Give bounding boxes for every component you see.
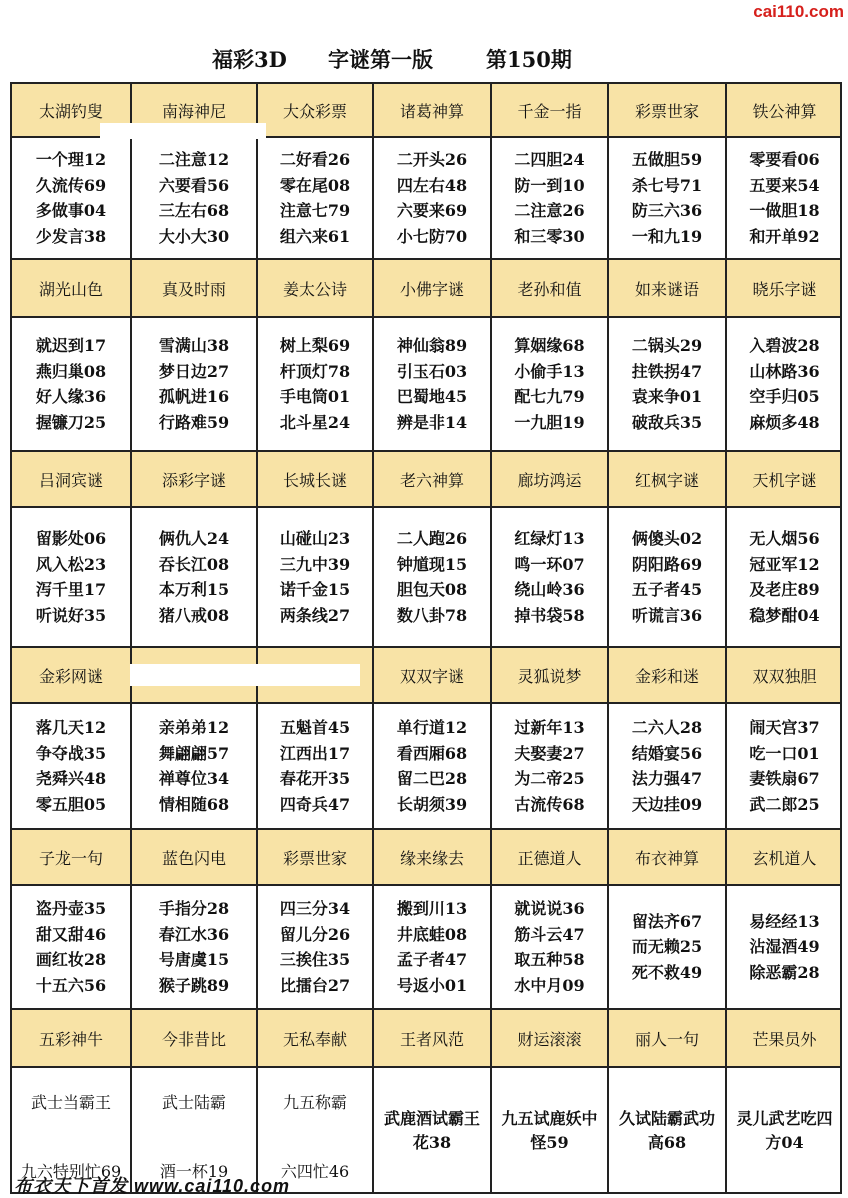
grid-row-line	[10, 828, 842, 830]
riddle-line: 一和九19	[631, 226, 703, 246]
riddle-line: 组六来61	[279, 226, 351, 246]
riddle-line: 和开单92	[749, 226, 820, 246]
riddle-cell	[132, 508, 256, 646]
riddle-line: 树上梨69	[279, 336, 351, 355]
riddle-line: 久试陆霸武功高68	[618, 1109, 715, 1152]
riddle-cell	[12, 704, 130, 828]
riddle-line: 落几天12	[35, 718, 107, 737]
riddle-cell	[12, 886, 130, 1008]
column-header: 无私奉献	[258, 1010, 372, 1066]
riddle-line: 结婚宴56	[631, 743, 703, 763]
riddle-cell	[258, 886, 372, 1008]
riddle-line: 入碧波28	[749, 336, 820, 355]
column-header: 玄机道人	[727, 830, 842, 884]
riddle-line: 数八卦78	[396, 605, 468, 625]
column-header: 金彩和迷	[609, 648, 725, 702]
riddle-line: 二四胆24	[514, 150, 585, 169]
riddle-line: 三九中39	[279, 554, 351, 574]
column-header: 老六神算	[374, 452, 490, 506]
riddle-cell	[609, 886, 725, 1008]
column-header: 彩票世家	[258, 830, 372, 884]
grid-row-line	[10, 258, 842, 260]
riddle-cell	[258, 704, 372, 828]
riddle-line: 零在尾08	[279, 175, 351, 195]
riddle-line: 五要来54	[749, 175, 820, 195]
column-header: 湖光山色	[12, 260, 130, 316]
grid-col-line	[607, 82, 609, 1194]
riddle-line: 少发言38	[35, 226, 107, 246]
riddle-line: 猴子跳89	[158, 975, 230, 995]
riddle-cell	[727, 1068, 842, 1194]
riddle-cell	[258, 508, 372, 646]
column-header: 金彩网谜	[12, 648, 130, 702]
riddle-line: 江西出17	[279, 743, 351, 763]
riddle-line: 过新年13	[514, 718, 585, 737]
riddle-line: 为二帝25	[514, 769, 585, 788]
riddle-line: 舞翩翩57	[158, 743, 230, 763]
riddle-line: 二注意12	[158, 150, 230, 169]
riddle-line: 禅尊位34	[158, 769, 230, 788]
riddle-line: 十五六56	[35, 975, 107, 995]
riddle-line: 猪八戒08	[158, 605, 230, 625]
riddle-line: 破敌兵35	[631, 412, 703, 432]
riddle-cell	[132, 886, 256, 1008]
riddle-cell	[727, 318, 842, 450]
riddle-line: 注意七79	[279, 201, 351, 220]
riddle-line: 二人跑26	[396, 529, 468, 548]
grid-col-line	[840, 82, 842, 1194]
footer-watermark: 布衣天下首发 www.cai110.com	[14, 1176, 291, 1196]
riddle-line: 手指分28	[158, 899, 230, 918]
column-header: 长城长谜	[258, 452, 372, 506]
riddle-line: 比擂台27	[279, 975, 351, 995]
riddle-line: 冠亚军12	[749, 554, 820, 574]
riddle-cell	[492, 318, 607, 450]
column-header: 双双字谜	[374, 648, 490, 702]
riddle-line: 法力强47	[631, 769, 703, 788]
riddle-line: 武士当霸王	[30, 1093, 111, 1112]
riddle-line: 俩仇人24	[158, 529, 230, 548]
riddle-line: 防一到10	[514, 175, 585, 195]
grid-row-line	[10, 646, 842, 648]
riddle-line: 一九胆19	[514, 412, 585, 432]
riddle-cell	[132, 704, 256, 828]
riddle-line: 稳梦酣04	[749, 605, 820, 625]
riddle-line: 孟子者47	[396, 950, 468, 969]
riddle-cell	[492, 886, 607, 1008]
riddle-line: 大小大30	[158, 226, 230, 246]
riddle-line: 天边挂09	[631, 794, 703, 814]
riddle-line: 留法齐67	[631, 911, 703, 931]
riddle-line: 梦日边27	[158, 361, 230, 381]
riddle-line: 六四忙46	[280, 1161, 350, 1181]
riddle-line: 就迟到17	[35, 336, 107, 355]
riddle-line: 搬到川13	[396, 899, 468, 918]
riddle-line: 看西厢68	[396, 743, 468, 763]
riddle-line: 春花开35	[279, 769, 351, 788]
title-issue: 第150期	[486, 47, 572, 72]
riddle-cell	[258, 138, 372, 258]
riddle-line: 胆包天08	[396, 580, 468, 599]
title-edition: 字谜第一版	[328, 47, 433, 72]
riddle-line: 好人缘36	[35, 387, 107, 406]
column-header: 诸葛神算	[374, 84, 490, 136]
riddle-line: 古流传68	[514, 794, 585, 814]
grid-col-line	[490, 82, 492, 1194]
riddle-line: 三挨住35	[279, 950, 351, 969]
grid-row-line	[10, 1066, 842, 1068]
column-header: 太湖钓叟	[12, 84, 130, 136]
riddle-line: 小七防70	[396, 226, 468, 246]
riddle-line: 巴蜀地45	[396, 387, 468, 406]
riddle-line: 吞长江08	[158, 554, 230, 574]
riddle-line: 配七九79	[514, 387, 585, 406]
riddle-cell	[374, 886, 490, 1008]
riddle-line: 久流传69	[35, 175, 107, 195]
column-header: 灵狐说梦	[492, 648, 607, 702]
column-header: 芒果员外	[727, 1010, 842, 1066]
riddle-line: 易经经13	[749, 911, 820, 931]
riddle-line: 闹天宫37	[749, 718, 820, 737]
riddle-line: 本万利15	[158, 580, 230, 599]
riddle-line: 雪满山38	[158, 336, 230, 355]
riddle-cell	[374, 508, 490, 646]
riddle-line: 零要看06	[749, 150, 820, 169]
column-header: 子龙一句	[12, 830, 130, 884]
riddle-line: 山林路36	[749, 361, 820, 381]
riddle-line: 武二郎25	[749, 794, 820, 814]
riddle-line: 单行道12	[396, 718, 468, 737]
grid-col-line	[130, 82, 132, 1194]
riddle-line: 神仙翁89	[396, 336, 468, 355]
riddle-line: 沾湿酒49	[749, 937, 820, 957]
riddle-line: 绕山岭36	[514, 580, 585, 599]
riddle-line: 号唐虞15	[158, 950, 230, 969]
riddle-cell	[492, 704, 607, 828]
riddle-line: 二锅头29	[631, 336, 703, 355]
riddle-cell	[727, 704, 842, 828]
column-header: 财运滚滚	[492, 1010, 607, 1066]
grid-row-line	[10, 884, 842, 886]
riddle-line: 盗丹壶35	[35, 899, 107, 918]
column-header: 丽人一句	[609, 1010, 725, 1066]
riddle-line: 留影处06	[35, 529, 107, 548]
riddle-cell	[12, 508, 130, 646]
riddle-line: 尧舜兴48	[35, 769, 107, 788]
riddle-line: 酒一杯19	[159, 1161, 229, 1181]
riddle-cell	[374, 704, 490, 828]
riddle-line: 九六特别忙69	[20, 1161, 122, 1181]
riddle-line: 一个理12	[35, 150, 107, 169]
riddle-line: 四奇兵47	[279, 794, 351, 814]
brand-logo-text: cai110.com	[753, 2, 844, 21]
riddle-line: 二六人28	[631, 718, 703, 737]
column-header: 五彩神牛	[12, 1010, 130, 1066]
riddle-line: 九五试鹿妖中怪59	[501, 1109, 598, 1152]
riddle-line: 掉书袋58	[514, 605, 585, 625]
column-header: 缘来缘去	[374, 830, 490, 884]
riddle-line: 诺千金15	[279, 580, 351, 599]
riddle-line: 北斗星24	[279, 412, 351, 432]
riddle-cell	[609, 318, 725, 450]
column-header: 王者风范	[374, 1010, 490, 1066]
grid-row-line	[10, 82, 842, 84]
riddle-line: 麻烦多48	[749, 412, 820, 432]
riddle-line: 握镰刀25	[35, 412, 107, 432]
riddle-line: 零五胆05	[35, 794, 107, 814]
riddle-cell	[609, 508, 725, 646]
riddle-line: 小偷手13	[514, 361, 585, 381]
grid-col-line	[372, 82, 374, 1194]
column-header: 吕洞宾谜	[12, 452, 130, 506]
riddle-cell	[609, 1068, 725, 1194]
riddle-line: 阴阳路69	[631, 554, 703, 574]
column-header: 廊坊鸿运	[492, 452, 607, 506]
riddle-line: 留二巴28	[396, 769, 468, 788]
grid-col-line	[10, 82, 12, 1194]
riddle-line: 俩傻头02	[631, 529, 703, 548]
riddle-line: 甜又甜46	[35, 924, 107, 944]
riddle-line: 行路难59	[158, 412, 230, 432]
grid-row-line	[10, 316, 842, 318]
riddle-line: 多做事04	[35, 201, 107, 220]
riddle-line: 五做胆59	[631, 150, 703, 169]
riddle-line: 六要来69	[396, 201, 468, 220]
riddle-line: 泻千里17	[35, 580, 107, 599]
riddle-line: 三左右68	[158, 201, 230, 220]
riddle-line: 亲弟弟12	[158, 718, 230, 737]
riddle-grid	[10, 82, 842, 1194]
riddle-line: 死不救49	[631, 962, 703, 982]
riddle-cell	[492, 508, 607, 646]
riddle-line: 二注意26	[514, 201, 585, 220]
grid-row-line	[10, 450, 842, 452]
riddle-line: 和三零30	[514, 226, 585, 246]
riddle-line: 二好看26	[279, 150, 351, 169]
riddle-line: 四三分34	[279, 899, 351, 918]
riddle-line: 武士陆霸	[161, 1093, 226, 1112]
riddle-line: 井底蛙08	[396, 924, 468, 944]
riddle-line: 防三六36	[631, 201, 703, 220]
column-header: 红枫字谜	[609, 452, 725, 506]
column-header: 晓乐字谜	[727, 260, 842, 316]
riddle-line: 就说说36	[514, 899, 585, 918]
riddle-line: 引玉石03	[396, 361, 468, 381]
riddle-line: 筋斗云47	[514, 924, 585, 944]
riddle-line: 妻铁扇67	[749, 769, 820, 788]
redaction-mask	[130, 664, 260, 686]
riddle-cell	[374, 138, 490, 258]
title-product: 福彩3D	[212, 47, 287, 72]
riddle-line: 四左右48	[396, 175, 468, 195]
riddle-line: 风入松23	[35, 554, 107, 574]
riddle-line: 鸣一环07	[514, 554, 585, 574]
column-header: 铁公神算	[727, 84, 842, 136]
riddle-line: 手电筒01	[279, 387, 351, 406]
riddle-line: 九五称霸	[282, 1093, 347, 1112]
riddle-cell	[492, 1068, 607, 1194]
column-header: 南海神尼	[132, 84, 256, 136]
riddle-line: 武鹿酒试霸王花38	[383, 1109, 480, 1152]
column-header: 天机字谜	[727, 452, 842, 506]
riddle-line: 空手归05	[749, 387, 820, 406]
riddle-line: 算姻缘68	[514, 336, 585, 355]
riddle-line: 钟馗现15	[396, 554, 468, 574]
grid-col-line	[725, 82, 727, 1194]
riddle-line: 拄铁拐47	[631, 361, 703, 381]
riddle-cell	[609, 138, 725, 258]
riddle-cell	[258, 318, 372, 450]
riddle-line: 五魁首45	[279, 718, 351, 737]
riddle-line: 春江水36	[158, 924, 230, 944]
riddle-line: 吃一口01	[749, 743, 820, 763]
riddle-line: 画红妆28	[35, 950, 107, 969]
grid-col-line	[256, 82, 258, 1194]
riddle-line: 燕归巢08	[35, 361, 107, 381]
riddle-line: 六要看56	[158, 175, 230, 195]
riddle-line: 杆顶灯78	[279, 361, 351, 381]
column-header: 彩票世家	[609, 84, 725, 136]
grid-row-line	[10, 702, 842, 704]
column-header: 大众彩票	[258, 84, 372, 136]
riddle-line: 二开头26	[396, 150, 468, 169]
grid-row-line	[10, 506, 842, 508]
riddle-line: 听谎言36	[631, 605, 703, 625]
riddle-line: 长胡须39	[396, 794, 468, 814]
column-header: 千金一指	[492, 84, 607, 136]
riddle-cell	[727, 508, 842, 646]
riddle-cell	[374, 318, 490, 450]
riddle-line: 水中月09	[514, 975, 585, 995]
riddle-cell	[132, 318, 256, 450]
riddle-line: 及老庄89	[749, 580, 820, 599]
column-header: 小佛字谜	[374, 260, 490, 316]
riddle-line: 山碰山23	[279, 529, 351, 548]
column-header: 今非昔比	[132, 1010, 256, 1066]
riddle-cell	[374, 1068, 490, 1194]
page-title	[0, 44, 848, 80]
riddle-cell	[132, 138, 256, 258]
riddle-line: 五子者45	[631, 580, 703, 599]
riddle-line: 除恶霸28	[749, 962, 820, 982]
riddle-line: 听说好35	[35, 605, 107, 625]
column-header: 双双独胆	[727, 648, 842, 702]
column-header: 布衣神算	[609, 830, 725, 884]
riddle-line: 袁来争01	[631, 387, 703, 406]
riddle-line: 而无赖25	[631, 937, 703, 957]
column-header: 正德道人	[492, 830, 607, 884]
column-header: 添彩字谜	[132, 452, 256, 506]
riddle-line: 红绿灯13	[514, 529, 585, 548]
riddle-cell	[727, 886, 842, 1008]
riddle-line: 一做胆18	[749, 201, 820, 220]
riddle-line: 无人烟56	[749, 529, 820, 548]
redaction-mask	[100, 123, 266, 139]
riddle-line: 争夺战35	[35, 743, 107, 763]
riddle-cell	[727, 138, 842, 258]
redaction-mask	[250, 664, 360, 686]
riddle-line: 情相随68	[158, 794, 230, 814]
riddle-cell	[12, 138, 130, 258]
riddle-cell	[492, 138, 607, 258]
riddle-line: 两条线27	[279, 605, 351, 625]
riddle-line: 灵儿武艺吃四方04	[736, 1109, 833, 1152]
riddle-line: 夫娶妻27	[514, 743, 585, 763]
column-header: 真及时雨	[132, 260, 256, 316]
riddle-line: 孤帆进16	[158, 387, 230, 406]
riddle-line: 辨是非14	[396, 412, 468, 432]
column-header: 老孙和值	[492, 260, 607, 316]
riddle-cell	[609, 704, 725, 828]
riddle-line: 杀七号71	[631, 175, 703, 195]
grid-row-line	[10, 1008, 842, 1010]
riddle-line: 留儿分26	[279, 924, 351, 944]
column-header: 蓝色闪电	[132, 830, 256, 884]
riddle-line: 号返小01	[396, 975, 468, 995]
riddle-cell	[12, 318, 130, 450]
column-header: 如来谜语	[609, 260, 725, 316]
riddle-line: 取五种58	[514, 950, 585, 969]
column-header: 姜太公诗	[258, 260, 372, 316]
